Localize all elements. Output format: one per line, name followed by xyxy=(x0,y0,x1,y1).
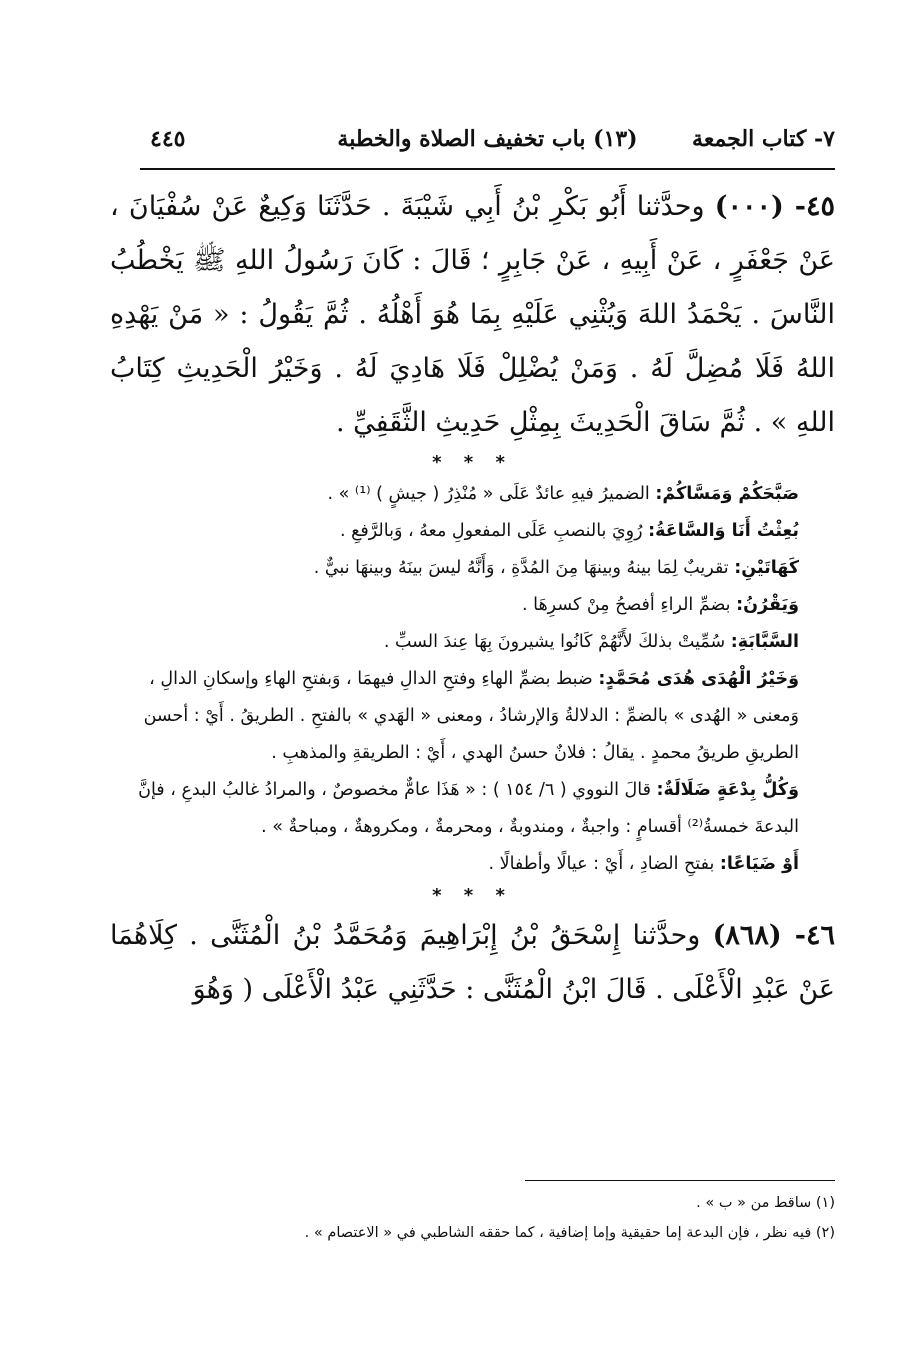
note-text: رُوِيَ بالنصبِ عَلَى المفعولِ معهُ ، وَبالرَّفعِ . xyxy=(339,521,649,541)
note-term: وَخَيْرُ الْهُدَى هُدَى مُحَمَّدٍ: xyxy=(598,669,799,689)
page-body xyxy=(110,180,835,1017)
separator-stars: * * * xyxy=(432,885,513,906)
note-item xyxy=(110,476,835,513)
note-term: السَّبَّابَةِ: xyxy=(730,632,799,652)
footnote-2: (٢) فيه نظر ، فإن البدعة إما حقيقية وإما إضافية ، كما حققه الشاطبي في « الاعتصام » . xyxy=(304,1225,835,1241)
note-term: صَبَّحَكُمْ وَمَسَّاكُمْ: xyxy=(655,484,799,504)
running-header xyxy=(140,118,835,170)
note-item xyxy=(110,550,835,587)
note-item xyxy=(110,587,835,624)
note-item xyxy=(110,513,835,550)
hadith-46 xyxy=(110,909,835,1017)
note-term: وَكُلُّ بِدْعَةٍ ضَلَالَةٌ: xyxy=(656,780,799,800)
note-term: كَهَاتَيْنِ: xyxy=(734,558,799,578)
hadith-number: ٤٥- (٠٠٠) xyxy=(714,191,835,222)
footnotes xyxy=(110,1188,835,1248)
note-text: تقريبٌ لِمَا بينهُ وبينهَا مِنَ المُدَّةِ ، وَأَنَّهُ ليسَ بينَهُ وبينهَا نبيٌّ . xyxy=(313,558,735,578)
note-text: سُمِّيتْ بذلكَ لأَنَّهُمْ كَانُوا يشيرونَ بِهَا عِندَ السبِّ . xyxy=(383,632,731,652)
section-title: (١٣) باب تخفيف الصلاة والخطبة xyxy=(337,126,638,152)
note-text: بفتحِ الضادِ ، أَيْ : عيالًا وأطفالًا . xyxy=(488,854,720,874)
note-term: بُعِثْتُ أَنَا وَالسَّاعَةُ: xyxy=(648,521,799,541)
note-item xyxy=(110,772,835,846)
note-text: ضبط بضمِّ الهاءِ وفتحِ الدالِ فيهمَا ، وَبفتحِ الهاءِ وإسكانِ الدالِ ، وَمعنى « الهُدى » بالضمِّ : الدلالةُ وَالإرشادُ ، ومعنى « الهَدي » بالفتحِ . الطريقُ . أَيْ : أحسن الطريقِ طريقُ محمدٍ . يقالُ : فلانٌ حسنُ الهدي ، أَيْ : الطريقةِ والمذهبِ . xyxy=(143,669,799,763)
chapter-title: ٧- كتاب الجمعة xyxy=(692,126,835,152)
note-text: بضمِّ الراءِ أفصحُ مِنْ كسرِهَا . xyxy=(521,595,737,615)
page-number: ٤٤٥ xyxy=(150,126,186,152)
hadith-number: ٤٦- (٨٦٨) xyxy=(712,920,835,951)
note-text: الضميرُ فيهِ عائدٌ عَلَى « مُنْذِرُ ( جيشٍ ) ⁽¹⁾ » . xyxy=(327,484,656,504)
hadith-text: وحدَّثنا إِسْحَقُ بْنُ إِبْرَاهِيمَ وَمُحَمَّدُ بْنُ الْمُثَنَّى . كِلَاهُمَا عَنْ عَبْدِ الْأَعْلَى . قَالَ ابْنُ الْمُثَنَّى : حَدَّثَنِي عَبْدُ الْأَعْلَى ( وَهُوَ xyxy=(110,920,835,1005)
footnote-1: (١) ساقط من « ب » . xyxy=(696,1195,835,1211)
hadith-45 xyxy=(110,180,835,450)
note-text: قالَ النووي ( ٦/ ١٥٤ ) : « هَذَا عامٌّ مخصوصٌ ، والمرادُ غالبُ البدعِ ، فإنَّ البدعةَ خمسةُ⁽²⁾ أقسامٍ : واجبةٌ ، ومندوبةٌ ، ومحرمةٌ ، ومكروهةٌ ، ومباحةٌ » . xyxy=(138,780,799,837)
note-item xyxy=(110,846,835,883)
note-term: وَيَقْرُنُ: xyxy=(736,595,799,615)
hadith-text: وحدَّثنا أَبُو بَكْرِ بْنُ أَبِي شَيْبَةَ . حَدَّثَنَا وَكِيعٌ عَنْ سُفْيَانَ ، عَنْ جَعْفَرٍ ، عَنْ أَبِيهِ ، عَنْ جَابِرٍ ؛ قَالَ : كَانَ رَسُولُ اللهِ ﷺ يَخْطُبُ النَّاسَ . يَحْمَدُ اللهَ وَيُثْنِي عَلَيْهِ بِمَا هُوَ أَهْلُهُ . ثُمَّ يَقُولُ : « مَنْ يَهْدِهِ اللهُ فَلَا مُضِلَّ لَهُ . وَمَنْ يُضْلِلْ فَلَا هَادِيَ لَهُ . وَخَيْرُ الْحَدِيثِ كِتَابُ اللهِ » . ثُمَّ سَاقَ الْحَدِيثَ بِمِثْلِ حَدِيثِ الثَّقَفِيِّ . xyxy=(110,191,835,438)
commentary xyxy=(110,476,835,883)
note-item xyxy=(110,661,835,772)
note-term: أَوْ ضَيَاعًا: xyxy=(719,854,799,874)
separator-stars: * * * xyxy=(432,452,513,473)
footnote-divider xyxy=(525,1180,835,1181)
note-item xyxy=(110,624,835,661)
